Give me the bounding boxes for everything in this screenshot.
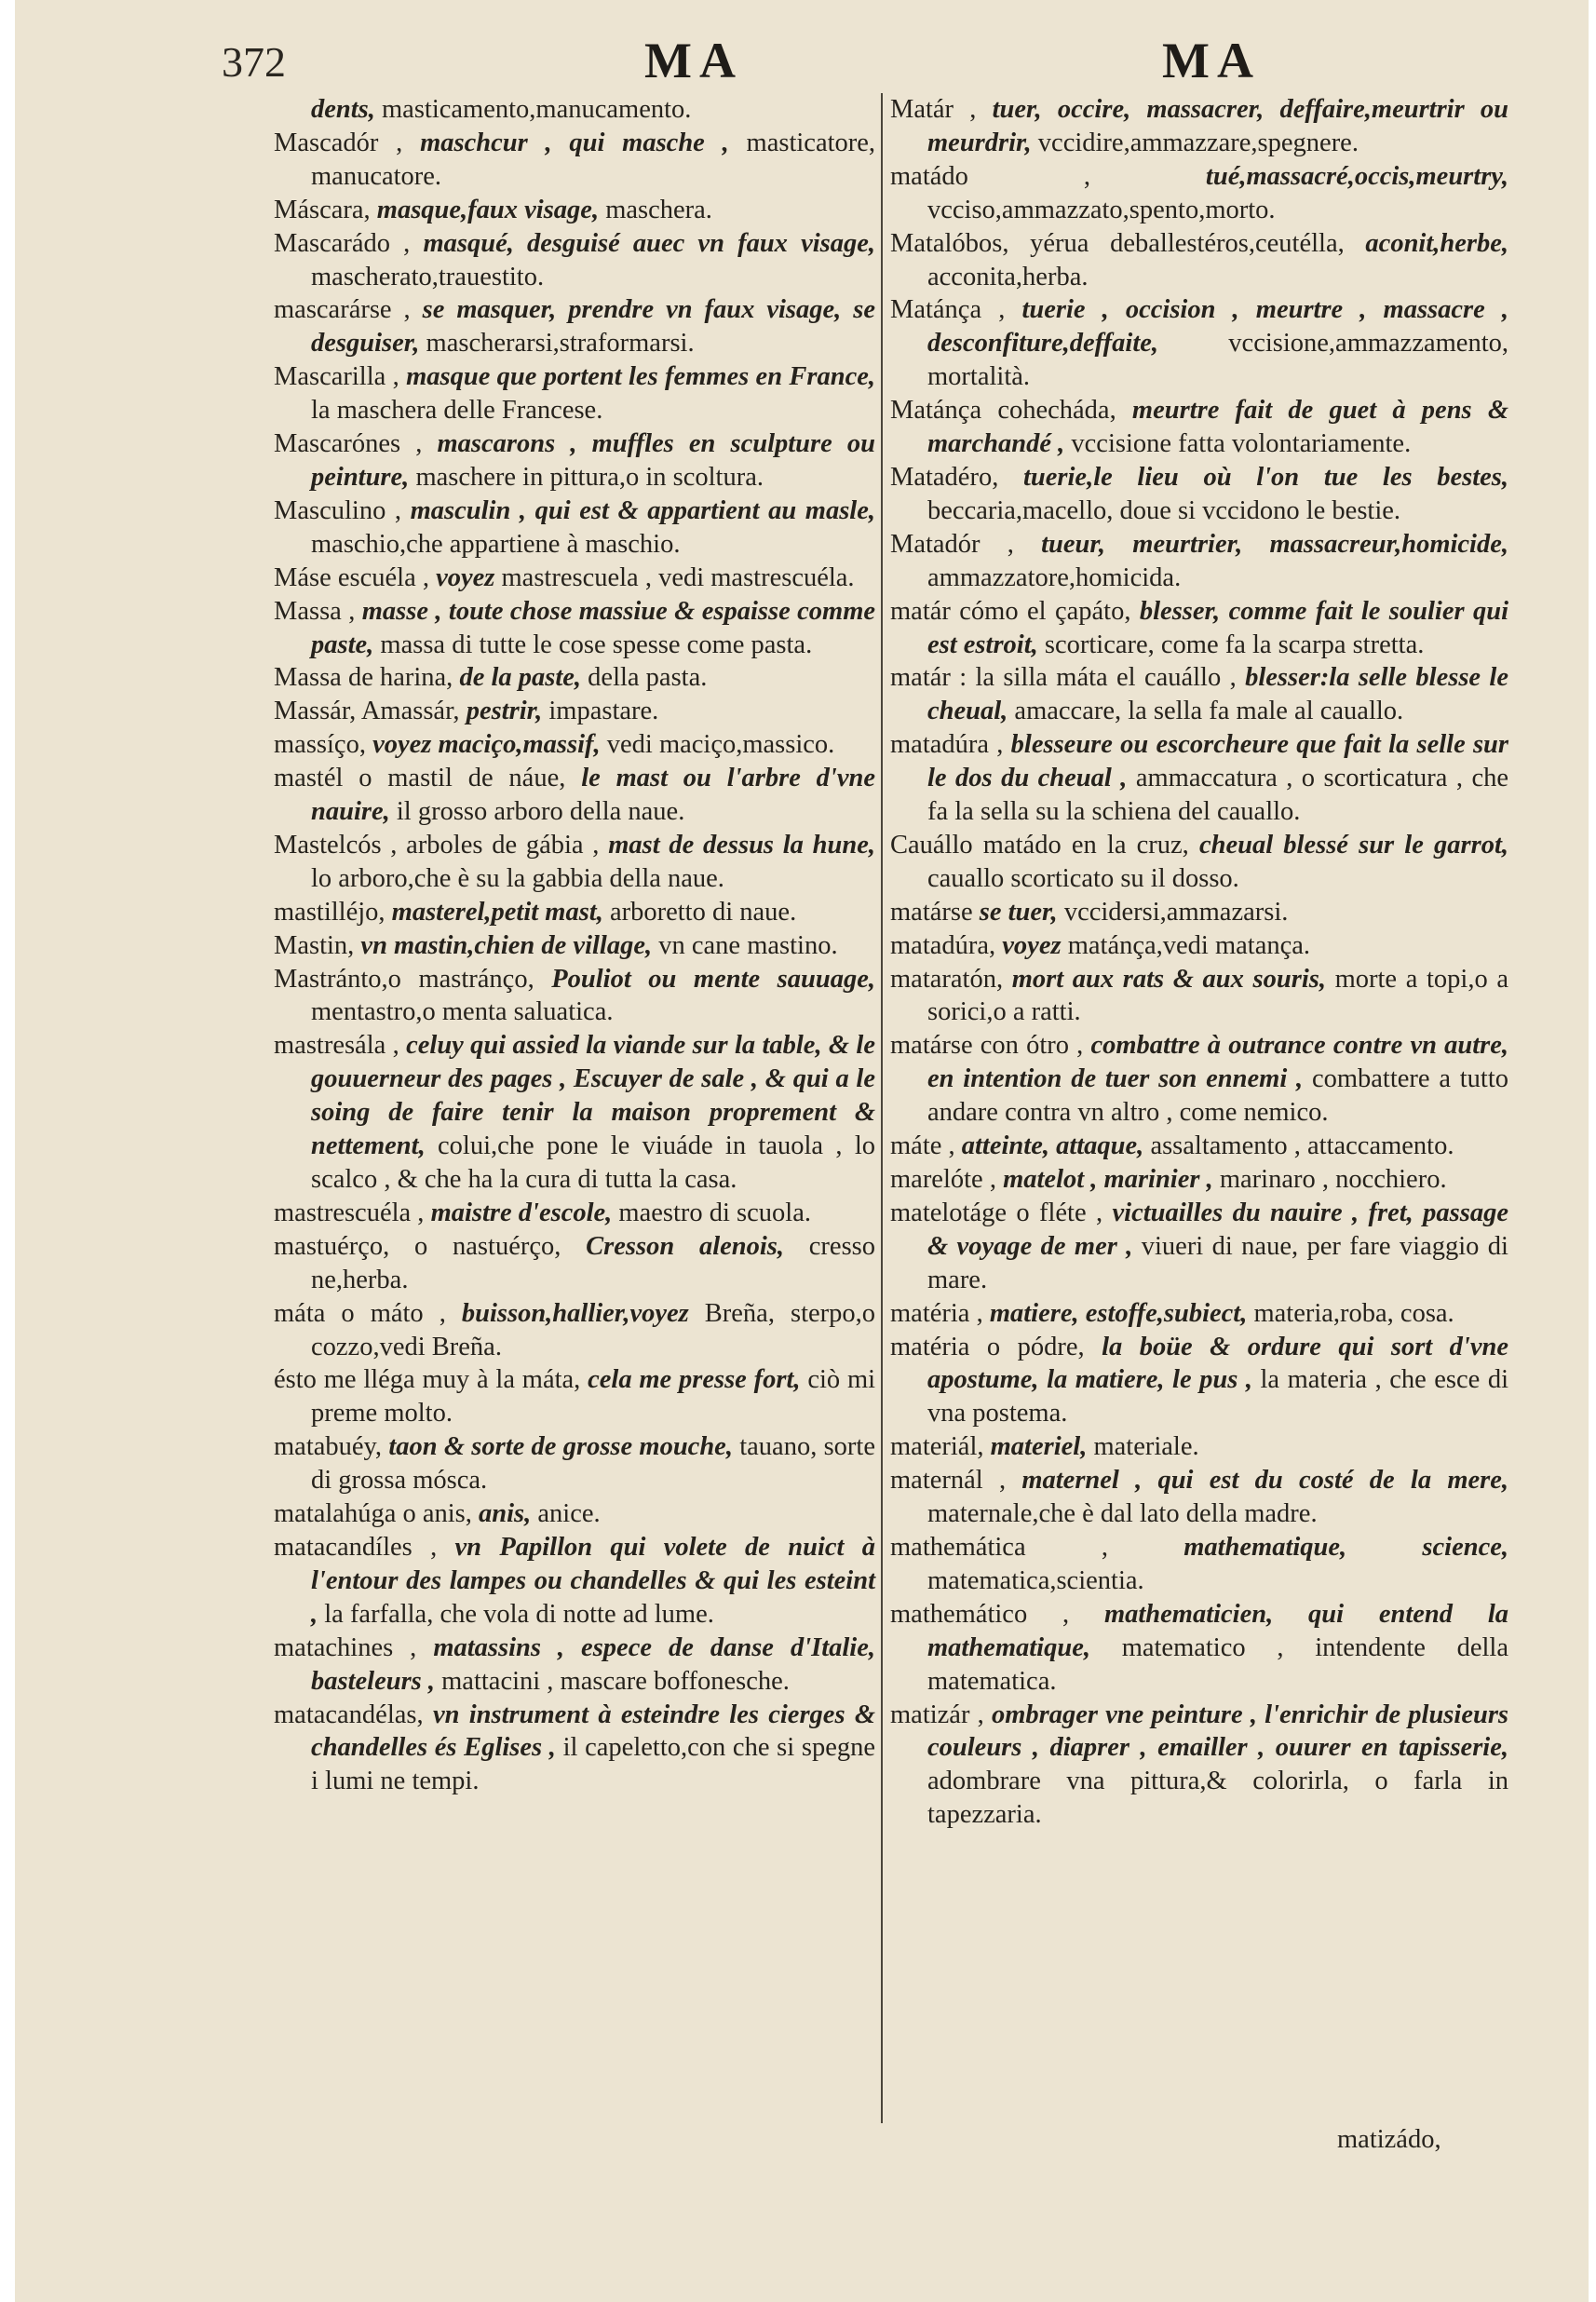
entry-italian: il grosso arboro della naue. (396, 797, 685, 827)
entry-headword: mascarárse , (274, 295, 411, 325)
entry-italian: cauallo scorticato su il dosso. (927, 863, 1239, 893)
entry-french: mascarons , muffles en sculpture ou peinture, (311, 429, 875, 492)
entry-french: vn instrument à esteindre les cierges & chandelles és Eglises , (311, 1699, 876, 1763)
running-head-right: MA (1162, 33, 1261, 88)
entry-french: ombrager vne peinture , l'enrichir de plusieurs couleurs , diaprer , emailler , ouurer en tapisserie, (927, 1699, 1508, 1763)
entry-french: maistre d'escole, (430, 1198, 613, 1227)
entry-french: vn mastin,chien de village, (360, 930, 653, 960)
entry-italian: materia,roba, cosa. (1253, 1298, 1454, 1328)
entry-italian: matematica,scientia. (927, 1565, 1144, 1595)
entry-italian: massa di tutte le cose spesse come pasta. (380, 630, 813, 659)
entry-french: cheual blessé sur le garrot, (1198, 830, 1508, 860)
dictionary-entry (274, 829, 875, 896)
dictionary-entry (274, 1699, 875, 1799)
entry-headword: Masculino , (274, 495, 402, 525)
entry-italian: marinaro , nocchiero. (1219, 1165, 1447, 1194)
entry-italian: combattere a tutto andare contra vn altro , come nemico. (927, 1064, 1509, 1128)
dictionary-entry (890, 595, 1508, 662)
entry-headword: marelóte , (890, 1165, 996, 1194)
entry-french: Cresson alenois, (586, 1231, 784, 1261)
entry-italian: vccidersi,ammazarsi. (1063, 897, 1289, 927)
entry-french: masterel,petit mast, (391, 897, 603, 927)
dictionary-entry (890, 829, 1508, 896)
dictionary-entry (890, 1430, 1508, 1464)
entry-headword: matachines , (274, 1632, 417, 1662)
dictionary-entry (274, 695, 875, 728)
entry-italian: vccidire,ammazzare,spegnere. (1037, 128, 1359, 157)
dictionary-entry (890, 661, 1508, 728)
entry-headword: mathemática , (890, 1532, 1108, 1562)
entry-headword: mastresála , (274, 1031, 399, 1061)
entry-italian: vccisione,ammazzamento, mortalità. (927, 329, 1508, 392)
dictionary-entry (274, 595, 875, 662)
dictionary-entry (274, 127, 875, 194)
dictionary-entry (890, 1464, 1508, 1531)
entry-headword: ésto me llégа muy à la máta, (274, 1365, 581, 1395)
entry-italian: vedi maciço,massico. (606, 730, 835, 760)
entry-french: tuerie , occision , meurtre , massacre , desconfiture,deffaite, (927, 295, 1508, 359)
entry-headword: Mastelcós , arboles de gábia , (274, 830, 600, 860)
entry-french: de la paste, (459, 663, 582, 693)
entry-headword: matizár , (890, 1699, 984, 1729)
entry-headword: Mascarónes , (274, 429, 423, 459)
entry-headword: matéria o pódre, (890, 1332, 1085, 1361)
right-column (890, 93, 1508, 1832)
entry-italian: cresso ne,herba. (311, 1231, 876, 1294)
entry-french: tué,massacré,occis,meurtry, (1205, 161, 1508, 191)
dictionary-entry (274, 1531, 875, 1632)
entry-italian: masticatore, manucatore. (311, 128, 876, 191)
dictionary-entry (274, 1497, 875, 1531)
entry-french: voyez maciço,massif, (372, 730, 601, 760)
dictionary-entry (274, 427, 875, 494)
dictionary-entry (274, 1363, 875, 1430)
dictionary-entry (274, 1632, 875, 1699)
entry-french: blesseure ou escorcheure que fait la selle sur le dos du cheual , (927, 730, 1509, 793)
dictionary-entry (274, 1029, 875, 1197)
entry-headword: mastrescuéla , (274, 1198, 425, 1227)
dictionary-entry (274, 562, 875, 595)
dictionary-entry (890, 1130, 1508, 1163)
entry-italian: ammaccatura , o scorticatura , che fa la sella su la schiena del cauallo. (927, 764, 1509, 827)
entry-headword: Matalóbos, yérua deballestéros,ceutélla, (890, 228, 1345, 258)
entry-italian: della pasta. (588, 663, 708, 693)
entry-headword: matacandíles , (274, 1532, 438, 1562)
entry-french: masque,faux visage, (376, 195, 600, 224)
entry-italian: maternale,che è dal lato della madre. (927, 1499, 1318, 1529)
entry-french: materiel, (990, 1432, 1088, 1462)
dictionary-entry (274, 1197, 875, 1230)
dictionary-entry (890, 227, 1508, 294)
entry-headword: Cauállo matádo en la cruz, (890, 830, 1189, 860)
dictionary-entry (890, 1029, 1508, 1130)
entry-italian: masticamento,manucamento. (382, 95, 692, 124)
entry-french: celuy qui assied la viande sur la table, & le gouuerneur des pages , Escuyer de sale , & qui a le soing de faire tenir la maison proprement & nettement, (311, 1031, 875, 1161)
entry-french: matelot , marinier , (1003, 1165, 1213, 1194)
entry-italian: scorticare, come fa la scarpa stretta. (1044, 630, 1425, 659)
dictionary-entry (274, 929, 875, 963)
column-rule (881, 93, 883, 2123)
entry-french: tuer, occire, massacrer, deffaire,meurtrir ou meurdrir, (927, 95, 1509, 157)
entry-italian: maschera. (605, 195, 712, 224)
entry-headword: matabuéy, (274, 1432, 383, 1462)
entry-headword: mastél o mastil de náue, (274, 764, 566, 793)
entry-headword: matár : la silla máta el cauállo , (890, 663, 1237, 693)
dictionary-entry (274, 1430, 875, 1497)
entry-french: victuailles du nauire , fret, passage & voyage de mer , (927, 1198, 1508, 1261)
dictionary-entry (890, 728, 1508, 829)
entry-italian: Breña, sterpo,o cozzo,vedi Breña. (311, 1298, 876, 1361)
entry-french: matassins , espece de danse d'Italie, basteleurs , (311, 1632, 875, 1696)
entry-headword: Mascarádo , (274, 228, 411, 258)
entry-italian: il capeletto,con che si spegne i lumi ne tempi. (311, 1733, 875, 1796)
dictionary-entry (890, 1699, 1508, 1833)
entry-italian: vccisione fatta volontariamente. (1071, 429, 1412, 459)
dictionary-entry (274, 896, 875, 929)
dictionary-entry (890, 1531, 1508, 1598)
dictionary-entry (274, 494, 875, 562)
entry-italian: ciò mi preme molto. (311, 1365, 876, 1429)
entry-headword: Massa de harina, (274, 663, 453, 693)
catchword: matizádo, (1337, 2125, 1441, 2154)
entry-french: atteinte, attaque, (961, 1131, 1144, 1161)
entry-french: masqué, desguisé auec vn faux visage, (423, 228, 875, 258)
entry-french: vn Papillon qui volete de nuict à l'entour des lampes ou chandelles & qui les esteint , (311, 1532, 876, 1629)
entry-french: masse , toute chose massiue & espaisse comme paste, (311, 596, 876, 659)
entry-headword: matádo , (890, 161, 1090, 191)
entry-italian: arboretto di naue. (609, 897, 797, 927)
entry-italian: acconita,herba. (927, 262, 1089, 291)
entry-french: Pouliot ou mente sauuage, (551, 964, 876, 994)
entry-headword: mastuérço, o nastuérço, (274, 1231, 561, 1261)
entry-italian: colui,che pone le viuáde in tauola , lo scalco , & che ha la cura di tutta la casa. (311, 1131, 875, 1194)
entry-headword: matéria , (890, 1298, 983, 1328)
entry-italian: matánça,vedi matança. (1067, 930, 1311, 960)
entry-french: buisson,hallier,voyez (461, 1298, 689, 1328)
entry-headword: matadúra, (890, 930, 996, 960)
left-column (274, 93, 875, 1798)
entry-italian: la materia , che esce di vna postema. (927, 1365, 1509, 1429)
entry-italian: mascherarsi,straformarsi. (426, 329, 695, 359)
entry-headword: matelotáge o fléte , (890, 1198, 1103, 1227)
entry-italian: maschere in pittura,o in scoltura. (415, 462, 764, 492)
entry-italian: matematico , intendente della matematica. (927, 1632, 1508, 1696)
entry-headword: mathemático , (890, 1599, 1070, 1629)
entry-italian: la farfalla, che vola di notte ad lume. (324, 1599, 714, 1629)
entry-french: masculin , qui est & appartient au masle, (410, 495, 875, 525)
entry-french: la boüe & ordure qui sort d'vne apostume, la matiere, le pus , (927, 1332, 1508, 1395)
entry-headword: matalahúga o anis, (274, 1499, 472, 1529)
dictionary-entry (890, 1598, 1508, 1699)
entry-italian: maschio,che appartiene à maschio. (311, 529, 681, 559)
entry-italian: vn cane mastino. (658, 930, 838, 960)
entry-headword: máte , (890, 1131, 955, 1161)
entry-headword: Massár, Amassár, (274, 697, 460, 726)
dictionary-entry (890, 1197, 1508, 1297)
entry-italian: mentastro,o menta saluatica. (311, 997, 614, 1027)
entry-italian: mattacini , mascare boffonesche. (441, 1666, 790, 1696)
entry-headword: materiál, (890, 1432, 984, 1462)
entry-french: taon & sorte de grosse mouche, (388, 1432, 733, 1462)
entry-headword: maternál , (890, 1466, 1007, 1496)
entry-french: combattre à outrance contre vn autre, en intention de tuer son ennemi , (927, 1031, 1508, 1094)
entry-french: se tuer, (979, 897, 1058, 927)
dictionary-entry (890, 93, 1508, 160)
dictionary-entry (890, 896, 1508, 929)
entry-french: maschcur , qui masche , (420, 128, 729, 157)
entry-french: anis, (479, 1499, 532, 1529)
entry-headword: matárse (890, 897, 973, 927)
entry-headword: máta o máto , (274, 1298, 446, 1328)
entry-french: blesser:la selle blesse le cheual, (927, 663, 1508, 726)
entry-headword: mataratón, (890, 964, 1004, 994)
dictionary-entry (274, 93, 875, 127)
entry-headword: matacandélas, (274, 1699, 424, 1729)
entry-italian: vcciso,ammazzato,spento,morto. (927, 195, 1276, 224)
entry-italian: morte a topi,o a sorici,o a ratti. (927, 964, 1509, 1027)
entry-french: pestrir, (466, 697, 543, 726)
entry-italian: amaccare, la sella fa male al cauallo. (1014, 697, 1404, 726)
entry-headword: Matár , (890, 95, 977, 124)
entry-italian: adombrare vna pittura,& colorirla, o farla in tapezzaria. (927, 1767, 1508, 1830)
entry-french: mathematicien, qui entend la mathematique, (927, 1599, 1508, 1662)
entry-headword: Máscara, (274, 195, 371, 224)
entry-french: aconit,herbe, (1365, 228, 1508, 258)
dictionary-entry (890, 1297, 1508, 1331)
entry-italian: lo arboro,che è su la gabbia della naue. (311, 863, 724, 893)
entry-headword: Mastin, (274, 930, 355, 960)
page-number: 372 (222, 38, 286, 86)
dictionary-entry (274, 762, 875, 829)
entry-italian: impastare. (548, 697, 659, 726)
entry-headword: Matánça , (890, 295, 1006, 325)
dictionary-entry (274, 728, 875, 762)
entry-french: cela me presse fort, (588, 1365, 801, 1395)
dictionary-entry (274, 1230, 875, 1297)
entry-french: tuerie,le lieu où l'on tue les bestes, (1023, 462, 1508, 492)
entry-italian: assaltamento , attaccamento. (1150, 1131, 1454, 1161)
entry-italian: mastrescuela , vedi mastrescuéla. (501, 562, 855, 592)
dictionary-entry (274, 227, 875, 294)
book-page (15, 0, 1589, 2302)
entry-italian: la maschera delle Francese. (311, 396, 603, 426)
entry-italian: anice. (537, 1499, 601, 1529)
entry-italian: materiale. (1093, 1432, 1199, 1462)
dictionary-entry (274, 1297, 875, 1364)
entry-headword: massíço, (274, 730, 366, 760)
entry-french: se masquer, prendre vn faux visage, se desguiser, (311, 295, 875, 359)
entry-italian: mascherato,trauestito. (311, 262, 545, 291)
entry-headword: matárse con ótro , (890, 1031, 1084, 1061)
dictionary-entry (274, 293, 875, 360)
dictionary-entry (890, 160, 1508, 227)
entry-french: voyez (436, 562, 495, 592)
entry-french: maternel , qui est du costé de la mere, (1021, 1466, 1508, 1496)
dictionary-entry (890, 1163, 1508, 1197)
dictionary-entry (890, 461, 1508, 528)
entry-french: le mast ou l'arbre d'vne nauire, (311, 764, 875, 827)
dictionary-entry (890, 293, 1508, 394)
entry-headword: matadúra , (890, 730, 1004, 760)
dictionary-entry (890, 528, 1508, 595)
entry-headword: Mascarilla , (274, 362, 399, 392)
entry-headword: Máse escuéla , (274, 562, 429, 592)
entry-french: blesser, comme fait le soulier qui est estroit, (927, 596, 1508, 659)
entry-headword: Matánça cohechádа, (890, 396, 1116, 426)
entry-headword: mastilléjo, (274, 897, 385, 927)
running-head-left: MA (644, 33, 743, 88)
dictionary-entry (890, 929, 1508, 963)
entry-french: matiere, estoffe,subiect, (989, 1298, 1248, 1328)
entry-french: mast de dessus la hune, (608, 830, 875, 860)
entry-headword: Matadór , (890, 529, 1014, 559)
entry-french: mathematique, science, (1183, 1532, 1509, 1562)
dictionary-entry (890, 1331, 1508, 1431)
entry-french: meurtre fait de guet à pens & marchandé , (927, 396, 1509, 459)
dictionary-entry (890, 394, 1508, 461)
dictionary-entry (274, 661, 875, 695)
dictionary-entry (890, 963, 1508, 1030)
entry-french: masque que portent les femmes en France, (406, 362, 875, 392)
entry-french: dents, (311, 95, 375, 124)
entry-italian: tauano, sorte di grossa mósca. (311, 1432, 875, 1496)
entry-headword: Massa , (274, 596, 356, 626)
dictionary-entry (274, 360, 875, 427)
entry-italian: viueri di naue, per fare viaggio di mare. (927, 1231, 1508, 1294)
entry-headword: Mastránto,o mastránço, (274, 964, 534, 994)
entry-italian: ammazzatore,homicida. (927, 562, 1182, 592)
dictionary-entry (274, 963, 875, 1030)
entry-italian: maestro di scuola. (618, 1198, 811, 1227)
entry-headword: matár cómo el çapáto, (890, 596, 1131, 626)
entry-italian: beccaria,macello, doue si vccidono le bestie. (927, 495, 1401, 525)
dictionary-entry (274, 194, 875, 227)
entry-french: tueur, meurtrier, massacreur,homicide, (1041, 529, 1508, 559)
entry-headword: Matadéro, (890, 462, 999, 492)
entry-french: mort aux rats & aux souris, (1011, 964, 1326, 994)
entry-french: voyez (1002, 930, 1062, 960)
entry-headword: Mascadór , (274, 128, 403, 157)
